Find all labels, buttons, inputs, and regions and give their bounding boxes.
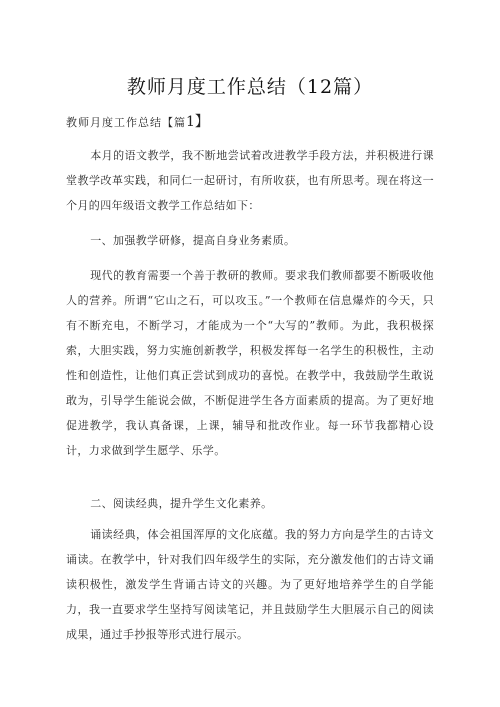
subtitle-number: 1】 xyxy=(186,114,209,130)
paragraph-section-1: 现代的教育需要一个善于教研的教师。要求我们教师都要不断吸收他人的营养。所谓“它山之石，可以攻玉。”一个教师在信息爆炸的今天，只有不断充电，不断学习，才能成为一个“大写的”教师。为此，我积极探索，大胆实践，努力实施创新教学，积极发挥每一名学生的积极性，主动性和创造性，让他们真正尝试到成功的喜悦。在教学中，我鼓励学生敢说敢为，引导学生能说会做，不断促进学生各方面素质的提高。为了更好地促进教学，我认真备课，上课，辅导和批改作业。每一环节我都精心设计，力求做到学生愿学、乐学。 xyxy=(66,269,434,457)
document-subtitle xyxy=(66,113,209,132)
paragraph-intro: 本月的语文教学，我不断地尝试着改进教学手段方法，并积极进行课堂教学改革实践，和同仁一起研讨，有所收获，也有所思考。现在将这一个月的四年级语文教学工作总结如下： xyxy=(66,149,434,212)
paragraph-section-2: 诵读经典，体会祖国浑厚的文化底蕴。我的努力方向是学生的古诗文诵读。在教学中，针对我们四年级学生的实际，充分激发他们的古诗文诵读积极性，激发学生背诵古诗文的兴趣。为了更好地培养学生的自学能力，我一直要求学生坚持写阅读笔记，并且鼓励学生大胆展示自己的阅读成果，通过手抄报等形式进行展示。 xyxy=(66,528,434,641)
document-title: 教师月度工作总结（12篇） xyxy=(126,76,374,98)
section-heading-1: 一、加强教学研修，提高自身业务素质。 xyxy=(90,234,296,247)
subtitle-prefix: 教师月度工作总结【篇 xyxy=(66,116,186,129)
section-heading-2: 二、阅读经典，提升学生文化素养。 xyxy=(90,497,273,510)
